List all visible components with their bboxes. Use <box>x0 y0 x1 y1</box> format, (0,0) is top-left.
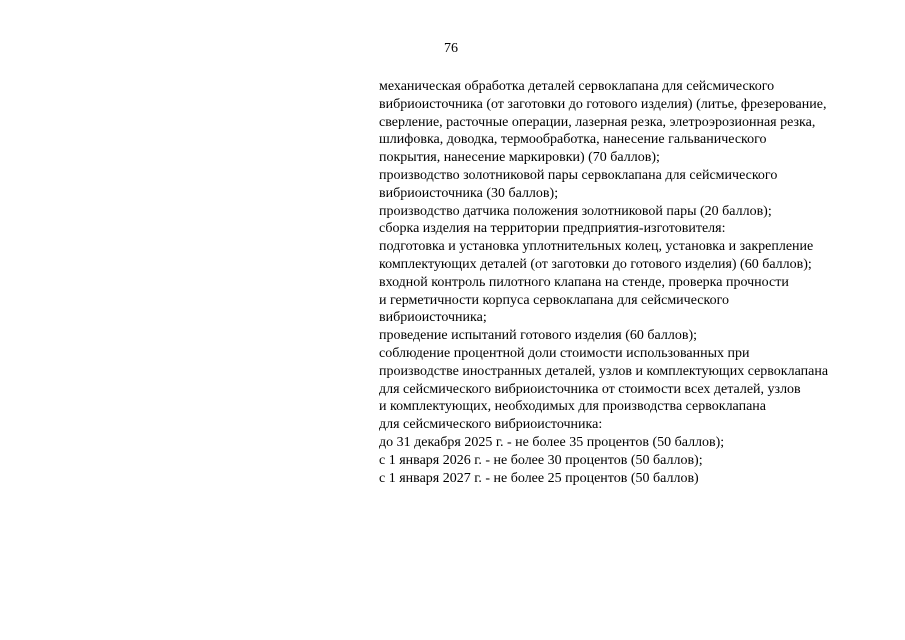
text-line: сборка изделия на территории предприятия-изготовителя: <box>379 221 726 237</box>
text-line: с 1 января 2027 г. - не более 25 процентов (50 баллов) <box>379 470 699 486</box>
text-line: до 31 декабря 2025 г. - не более 35 процентов (50 баллов); <box>379 434 725 450</box>
text-line: для сейсмического вибриоисточника: <box>379 417 603 433</box>
text-line: шлифовка, доводка, термообработка, нанесение гальванического <box>379 132 767 148</box>
text-line: сверление, расточные операции, лазерная резка, элетроэрозионная резка, <box>379 114 816 130</box>
document-body <box>379 78 889 487</box>
text-line: соблюдение процентной доли стоимости использованных при <box>379 345 750 361</box>
text-line: покрытия, нанесение маркировки) (70 баллов); <box>379 150 660 166</box>
text-line: с 1 января 2026 г. - не более 30 процентов (50 баллов); <box>379 452 703 468</box>
text-line: вибриоисточника; <box>379 310 487 326</box>
text-line: механическая обработка деталей сервоклапана для сейсмического <box>379 79 775 94</box>
page-number: 76 <box>444 41 458 56</box>
text-line: производство золотниковой пары сервоклапана для сейсмического <box>379 167 778 183</box>
text-line: вибриоисточника (30 баллов); <box>379 185 559 201</box>
text-line: комплектующих деталей (от заготовки до готового изделия) (60 баллов); <box>379 256 812 272</box>
text-line: вибриоисточника (от заготовки до готового изделия) (литье, фрезерование, <box>379 96 827 112</box>
text-line: входной контроль пилотного клапана на стенде, проверка прочности <box>379 274 789 290</box>
text-line: для сейсмического вибриоисточника от стоимости всех деталей, узлов <box>379 381 801 397</box>
text-line: и комплектующих, необходимых для производства сервоклапана <box>379 399 767 415</box>
text-line: производство датчика положения золотниковой пары (20 баллов); <box>379 203 772 219</box>
text-line: производстве иностранных деталей, узлов и комплектующих сервоклапана <box>379 363 829 379</box>
text-line: проведение испытаний готового изделия (60 баллов); <box>379 328 698 344</box>
text-line: и герметичности корпуса сервоклапана для сейсмического <box>379 292 729 308</box>
text-line: подготовка и установка уплотнительных колец, установка и закрепление <box>379 239 814 255</box>
